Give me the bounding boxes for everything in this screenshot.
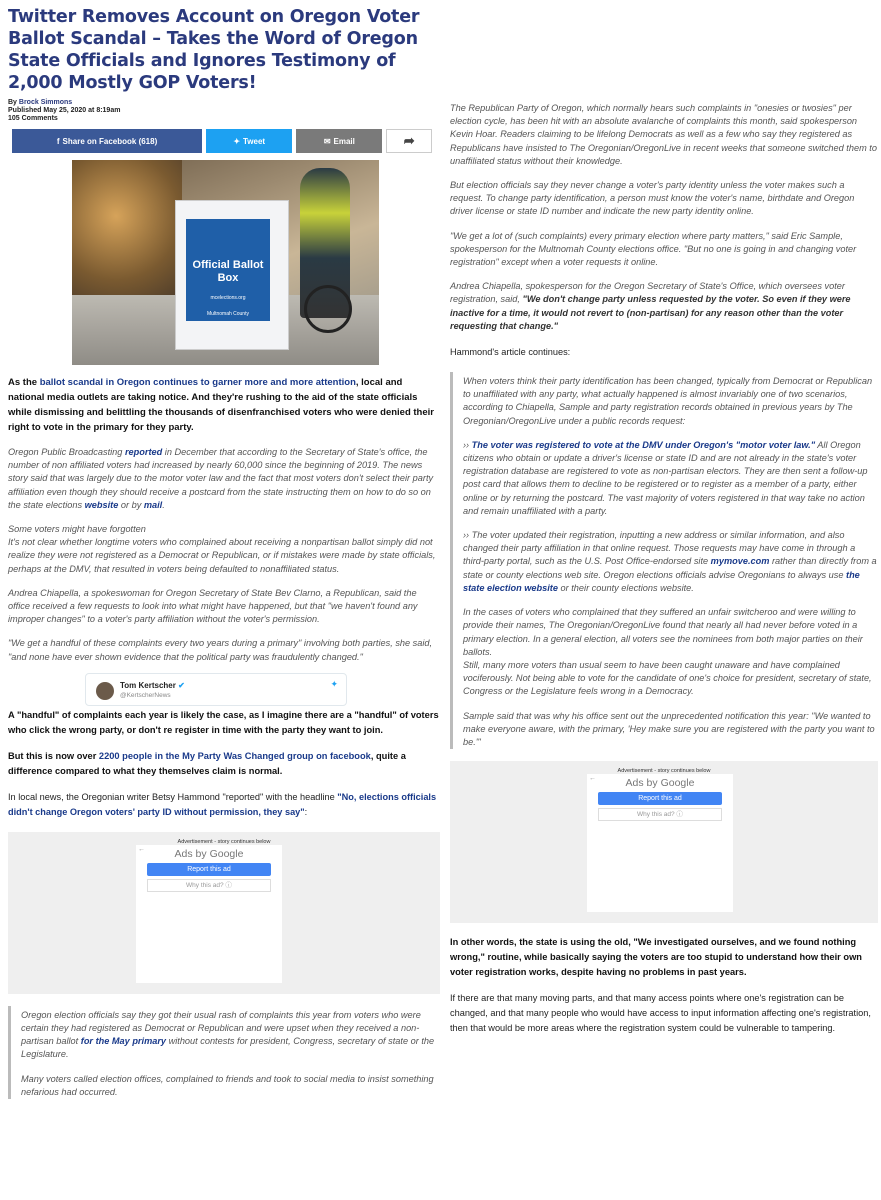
ballot-box-photo: [72, 160, 379, 365]
report-ad-button[interactable]: Report this ad: [147, 863, 271, 876]
hammond-continues: Hammond's article continues:: [450, 347, 571, 358]
lead-text: As the: [8, 377, 40, 388]
quote-paragraph: When voters think their party identification has been changed, typically from Democrat or Republican to unaffiliated with any party, what actually happened is almost invariably one of two scenarios, according to Chiapella, Sample and party registration records obtained in previous years by The Oregonian/OregonLive under a public records request:: [463, 376, 873, 426]
author-link[interactable]: Brock Simmons: [18, 99, 73, 106]
notification-paragraph: Sample said that was why his office sent out the unprecedented notification this year: "We wanted to make everyone aware, with the primary, 'Hey make sure you are registered with the party you want to be.'": [463, 710, 875, 747]
paragraph-text: in December that according to the Secretary of State's office, the number of non affiliated voters had increased by nearly 60,000 since the beginning of 2019. The news story said that was largely due to the motor voter law and the fact that most voters don't select their party affiliation even though they should receive a postcard from the state instructing them on how to do so on the state elections: [8, 447, 434, 510]
tweet-button[interactable]: [206, 129, 292, 153]
why-this-ad-button[interactable]: Why this ad? ⓘ: [147, 879, 271, 892]
back-arrow-icon[interactable]: ←: [138, 845, 145, 853]
quote-paragraph: Many voters called election offices, complained to friends and took to social media to insist something nefarious had occurred.: [21, 1073, 434, 1097]
quote-paragraph: [21, 1006, 440, 1062]
comments-count[interactable]: 105 Comments: [8, 115, 58, 122]
lead-text: , local and national media outlets are taking notice. And they're rushing to the aid of the state officials while dismissing and belittling the thousands of disenfranchised voters who were denied their right to vote in the primary for they party.: [8, 377, 434, 433]
bicycle-wheel: [304, 285, 352, 333]
tweet-name: Tom Kertscher: [120, 680, 176, 690]
ballot-box-county: Multnomah County: [207, 311, 249, 317]
byline: [8, 99, 440, 123]
paragraph-text: But this is now over: [8, 750, 99, 761]
opb-paragraph: [8, 446, 440, 512]
twitter-bird-icon: ✦: [330, 678, 338, 689]
by-prefix: By: [8, 99, 19, 106]
handful-commentary: A "handful" of complaints each year is likely the case, as I imagine there are a "handful" of voters who click the wrong party, or don't re register in time with the party they want to join.: [8, 709, 439, 735]
ad-box: [136, 845, 282, 983]
bullet-marker: ››: [463, 439, 472, 450]
lead-paragraph: [8, 375, 440, 435]
paragraph-text: rather than directly from a state or county elections web site. Oregon elections officials advise Oregonians to always use: [463, 556, 877, 580]
mail-link[interactable]: mail: [143, 499, 163, 510]
oregonian-quote: [8, 1006, 440, 1099]
right-column: [450, 0, 878, 1036]
state-election-website-link[interactable]: the state election website: [463, 569, 860, 593]
motor-voter-paragraph: [463, 439, 878, 518]
paragraph-text: ›› The voter updated their registration, inputting a new address or similar information, and also changed their party affiliation in that online request. Those requests may have come in through a third-party portal, such as the U.S. Post Office-endorsed site: [463, 530, 856, 567]
motor-voter-bold[interactable]: The voter was registered to vote at the DMV under Oregon's "motor voter law.": [471, 439, 816, 450]
paragraph-text: .: [162, 499, 165, 510]
ad-header: Advertisement - story continues below: [617, 768, 711, 775]
share-facebook-label: Share on Facebook (618): [62, 136, 158, 146]
ballot-box-label: Official Ballot Box: [192, 259, 264, 284]
ballot-box: [175, 200, 289, 350]
paragraph-text: Andrea Chiapella, spokesperson for the Oregon Secretary of State's Office, which oversees voter registration, said,: [450, 281, 845, 305]
updated-registration-paragraph: [463, 529, 878, 595]
paragraph-text: In local news, the Oregonian writer Betsy Hammond "reported" with the headline: [8, 791, 338, 802]
left-column: [8, 0, 440, 1099]
oregonian-headline-link[interactable]: "No, elections officials didn't change Oregon voters' party ID without permission, they say": [8, 791, 437, 817]
share-bar: [12, 129, 432, 153]
chiapella-paragraph: Andrea Chiapella, a spokeswoman for Oregon Secretary of State Bev Clarno, a Republican, said the office received a few requests to look into what might have happened, but that "we haven't found any improper changes" to a voter's party affiliation without the voter's permission.: [8, 587, 418, 625]
sample-quote-paragraph: "We get a lot of (such complaints) every primary election where party matters," said Eric Sample, spokesperson for the Multnomah County elections office. "But no one is going in and changing voter registration" except when a voter requests it online.: [450, 230, 857, 268]
tweet-label: Tweet: [243, 136, 266, 146]
embedded-tweet[interactable]: [85, 673, 347, 706]
share-facebook-button[interactable]: [12, 129, 202, 153]
ballot-box-panel: [186, 219, 270, 321]
published-date: Published May 25, 2020 at 8:19am: [8, 107, 121, 114]
oregonian-paragraph: [8, 790, 440, 820]
website-link[interactable]: website: [84, 499, 119, 510]
twitter-bird-icon: ✦: [233, 136, 241, 146]
facebook-group-paragraph: [8, 749, 440, 779]
chiapella-statement-paragraph: [450, 280, 878, 333]
paragraph-text: Oregon Public Broadcasting: [8, 447, 125, 457]
ballot-scandal-link[interactable]: ballot scandal in Oregon continues to garner more and more attention: [39, 377, 356, 388]
ads-by-google: Ads by Google: [625, 777, 695, 790]
report-ad-button[interactable]: Report this ad: [598, 792, 722, 805]
why-this-ad-button[interactable]: Why this ad? ⓘ: [598, 808, 722, 821]
paragraph-text: It's not clear whether longtime voters who complained about receiving a nonpartisan ballot simply did not realize they were not registered as a Democrat or Republican, or if mistakes were made by state officials, perhaps at the DMV, that resulted in voters being defaulted to nonaffiliated status.: [8, 537, 436, 574]
paragraph-text: Oregon election officials say they got their usual rash of complaints this year from voters who were certain they had registered as Democrat or Republican and were upset when they received a non-partisan ballot: [21, 1009, 421, 1047]
paragraph-text: , quite a difference compared to what they themselves claim is normal.: [8, 750, 406, 776]
advertisement-right: [450, 761, 878, 923]
facebook-icon: f: [56, 136, 60, 146]
email-button[interactable]: [296, 129, 382, 153]
avatar: [96, 682, 114, 700]
back-arrow-icon[interactable]: ←: [589, 775, 596, 783]
investigated-ourselves-paragraph: In other words, the state is using the old, "We investigated ourselves, and we found nothing wrong," routine, while basically saying the voters are too stupid to understand how their own voter registration works, despite having no problems in past years.: [450, 937, 862, 978]
tweet-author-name: [120, 681, 185, 690]
ad-header: Advertisement - story continues below: [177, 838, 271, 845]
article-title: Twitter Removes Account on Oregon Voter Ballot Scandal – Takes the Word of Oregon State Officials and Ignores Testimony of 2,000 Mostly GOP Voters!: [8, 7, 420, 93]
subhead-text: Some voters might have forgotten: [8, 524, 146, 535]
email-label: Email: [333, 136, 355, 146]
election-officials-paragraph: But election officials say they never change a voter's party identity unless the voter makes such a request. To change party identification, a person must know the voter's name, birthdate and Oregon driver license or state ID number and indicate the new party identity online.: [450, 180, 855, 217]
may-primary-link[interactable]: for the May primary: [80, 1036, 167, 1047]
hammond-quote: [450, 372, 878, 749]
verified-icon: ✔: [178, 680, 185, 690]
mymove-link[interactable]: mymove.com: [710, 556, 770, 567]
advertisement-left: [8, 832, 440, 994]
paragraph-text: All Oregon citizens who obtain or update a driver's license or state ID and are not already in the state's voter registration database are registered to vote as non-partisan electors. They are then sent a follow-up post card that allows them to decline to be registered or to register as a member of a party, either online or by returning the postcard. The vast majority of voters registered in that way take no action and remain unaffiliated with a party.: [463, 439, 868, 516]
ad-box: [587, 774, 733, 912]
vociferous-paragraph: Still, many more voters than usual seem to have been caught unaware and have complained vociferously. Not being able to vote for the candidate of one's choice for president, secretary of state, Congress or the Legislature feels wrong in a Democracy.: [463, 659, 872, 697]
paragraph-text: :: [304, 806, 308, 817]
paragraph-text: without contests for president, Congress, secretary of state or the Legislature.: [21, 1036, 435, 1060]
forgotten-paragraph: [8, 523, 440, 576]
ads-by-google: Ads by Google: [174, 847, 244, 860]
reported-link[interactable]: reported: [124, 447, 163, 457]
paragraph-text: or by: [118, 499, 144, 510]
share-arrow-icon: ➦: [403, 133, 415, 148]
paragraph-text: or their county elections website.: [557, 582, 694, 593]
handful-quote-paragraph: "We get a handful of these complaints every two years during a primary" involving both parties, she said, "and none have ever shown evidence that the political party was fraudulently changed.": [8, 638, 433, 662]
tampering-paragraph: If there are that many moving parts, and that many access points where one's registration can be changed, and that many people who would have access to input information affecting one's registration, then that would be more areas where the registration system could be vulnerable to tampering.: [450, 993, 871, 1034]
switcheroo-paragraph: In the cases of voters who complained that they suffered an unfair switcheroo and were willing to provide their names, The Oregonian/OregonLive found that nearly all had never before voted in a primary election. In a general election, all voters see the nominees from both major parties on their ballots.: [463, 607, 863, 657]
tweet-handle: @KertscherNews: [120, 691, 171, 699]
share-more-button[interactable]: [386, 129, 432, 153]
gop-paragraph: The Republican Party of Oregon, which normally hears such complaints in "onesies or twosies" per election cycle, has been hit with an absolute avalanche of complaints this month, said spokesperson Kevin Hoar. Readers claiming to be lifelong Democrats as well as a few who say they registered as Republicans have insisted to The Oregonian/OregonLive in recent weeks that someone switched them to unaffiliated status without their knowledge.: [450, 103, 877, 166]
ballot-box-url: mcelections.org: [210, 295, 246, 301]
chiapella-bold-quote: "We don't change party unless requested by the voter. So even if they were inactive for a time, it would not revert to (non-partisan) for any reason other than the voter requesting that change.": [450, 294, 851, 331]
facebook-group-link[interactable]: 2200 people in the My Party Was Changed group on facebook: [98, 750, 371, 761]
photo-trees: [72, 160, 182, 300]
envelope-icon: ✉: [323, 136, 331, 146]
